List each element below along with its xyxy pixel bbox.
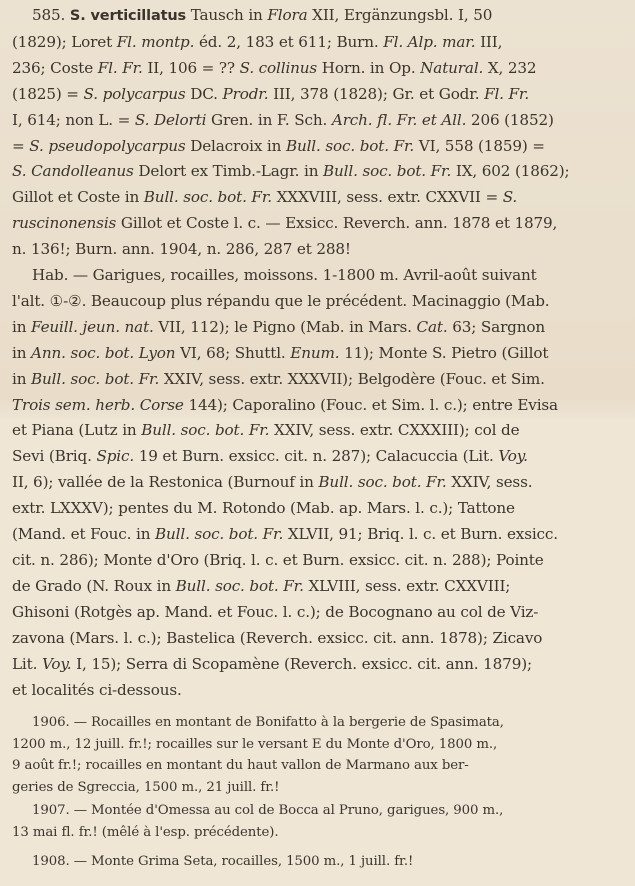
text-segment: Delort ex Timb.-Lagr. in	[133, 162, 324, 181]
entry-number: 585.	[32, 6, 66, 24]
italic-reference: Bull. soc. bot. Fr.	[141, 421, 270, 440]
italic-reference: S. pseudopolycarpus	[29, 136, 186, 155]
text-segment: Sevi (Briq.	[12, 447, 97, 466]
text-segment: et localités ci-dessous.	[12, 680, 182, 699]
text-line	[12, 734, 624, 756]
text-line	[12, 755, 624, 777]
text-segment: et Piana (Lutz in	[12, 421, 142, 440]
italic-reference: Fl. montp.	[116, 32, 195, 51]
text-segment: (Mand. et Fouc. in	[12, 525, 156, 544]
text-segment: I, 614; non L. =	[12, 110, 135, 129]
text-segment: zavona (Mars. l. c.); Bastelica (Reverch. exsicc. cit. ann. 1878); Zicavo	[12, 628, 543, 647]
italic-reference: Fl. Fr.	[97, 58, 143, 77]
text-segment: Tausch in	[186, 6, 268, 24]
text-line	[12, 341, 624, 367]
text-segment: II, 106 = ??	[142, 58, 240, 77]
text-segment: Gillot et Coste in	[12, 188, 144, 207]
text-line	[186, 6, 492, 24]
italic-reference: Bull. soc. bot. Fr.	[318, 473, 447, 492]
text-segment: 1906. — Rocailles en montant de Bonifatto à la bergerie de Spasimata,	[32, 715, 504, 730]
text-line	[12, 134, 624, 160]
text-segment: Delacroix in	[185, 136, 286, 155]
text-segment: l'alt. ①-②. Beaucoup plus répandu que le précédent. Macinaggio (Mab.	[12, 291, 550, 310]
text-segment: I, 15); Serra di Scopamène (Reverch. exsicc. cit. ann. 1879);	[71, 654, 532, 673]
italic-reference: Voy.	[498, 447, 528, 466]
text-line	[12, 159, 624, 185]
text-segment: Lit.	[12, 654, 42, 673]
italic-reference: Feuill. jeun. nat.	[31, 317, 154, 336]
text-line	[12, 263, 624, 289]
species-entry	[12, 3, 624, 263]
text-segment: XXIV, sess.	[446, 473, 533, 492]
text-line	[12, 470, 624, 496]
entry-heading-line	[12, 3, 624, 30]
text-segment: 19 et Burn. exsicc. cit. n. 287); Calacuccia (Lit.	[134, 447, 499, 466]
italic-reference: Fl. Alp. mar.	[383, 32, 476, 51]
text-segment: 9 août fr.!; rocailles en montant du haut vallon de Marmano aux ber-	[12, 758, 469, 773]
text-segment: VII, 112); le Pigno (Mab. in Mars.	[153, 317, 417, 336]
italic-reference: Ann. soc. bot. Lyon	[31, 343, 176, 362]
text-segment: extr. LXXXV); pentes du M. Rotondo (Mab. ap. Mars. l. c.); Tattone	[12, 499, 515, 518]
text-line	[12, 289, 624, 315]
text-segment: DC.	[185, 84, 223, 103]
text-segment: éd. 2, 183 et 611; Burn.	[194, 32, 384, 51]
italic-reference: Prodr.	[222, 84, 269, 103]
text-segment: 1200 m., 12 juill. fr.!; rocailles sur le versant E du Monte d'Oro, 1800 m.,	[12, 736, 498, 752]
text-segment: IX, 602 (1862);	[451, 162, 570, 181]
text-line	[12, 626, 624, 652]
italic-reference: Natural.	[420, 58, 484, 77]
text-segment: 13 mai fl. fr.! (mêlé à l'esp. précédente).	[12, 824, 279, 840]
text-line	[12, 822, 624, 844]
entry-continuation	[12, 30, 624, 263]
italic-reference: Spic.	[96, 447, 135, 466]
italic-reference: Enum.	[290, 343, 340, 362]
italic-reference: Bull. soc. bot. Fr.	[285, 136, 415, 155]
text-segment: III,	[475, 32, 503, 51]
text-segment: in	[12, 343, 32, 362]
text-line	[12, 315, 624, 341]
text-segment: 1907. — Montée d'Omessa au col de Bocca al Pruno, garigues, 900 m.,	[32, 803, 504, 818]
text-line	[12, 851, 624, 873]
species-name: S. verticillatus	[69, 8, 187, 24]
italic-reference: Arch. fl. Fr. et All.	[331, 110, 467, 129]
italic-reference: S. Candolleanus	[12, 162, 134, 181]
text-line	[12, 574, 624, 600]
text-segment: n. 136!; Burn. ann. 1904, n. 286, 287 et 288!	[12, 240, 351, 259]
text-segment: de Grado (N. Roux in	[12, 576, 176, 595]
italic-reference: S.	[502, 188, 518, 207]
text-segment: VI, 68; Shuttl.	[175, 343, 291, 362]
italic-reference: Flora	[267, 6, 308, 24]
italic-reference: S. polycarpus	[83, 84, 186, 103]
text-segment: XLVIII, sess. extr. CXXVIII;	[303, 576, 511, 595]
text-line	[12, 652, 624, 678]
text-segment: XXXVIII, sess. extr. CXXVII =	[271, 188, 503, 207]
text-segment: XXIV, sess. extr. CXXXIII); col de	[269, 421, 520, 440]
text-segment: Gren. in F. Sch.	[206, 110, 332, 129]
text-line	[12, 548, 624, 574]
italic-reference: Bull. soc. bot. Fr.	[323, 162, 452, 181]
text-segment: 1908. — Monte Grima Seta, rocailles, 1500 m., 1 juill. fr.!	[32, 854, 414, 869]
italic-reference: Voy.	[41, 654, 72, 673]
text-line	[12, 800, 624, 822]
text-segment: cit. n. 286); Monte d'Oro (Briq. l. c. et Burn. exsicc. cit. n. 288); Pointe	[12, 550, 544, 569]
text-line	[12, 211, 624, 237]
text-segment: III, 378 (1828); Gr. et Godr.	[268, 84, 485, 103]
text-segment: 236; Coste	[12, 58, 98, 77]
italic-reference: Trois sem. herb. Corse	[12, 395, 184, 414]
text-segment: 11); Monte S. Pietro (Gillot	[339, 343, 549, 362]
italic-reference: ruscinonensis	[12, 214, 117, 233]
record-1908	[12, 851, 624, 873]
text-segment: in	[12, 317, 32, 336]
italic-reference: S. Delorti	[134, 110, 207, 129]
record-1907	[12, 800, 624, 843]
italic-reference: Bull. soc. bot. Fr.	[175, 576, 304, 595]
text-segment: 144); Caporalino (Fouc. et Sim. l. c.); entre Evisa	[183, 395, 558, 414]
italic-reference: Fl. Fr.	[484, 84, 530, 103]
text-line	[12, 678, 624, 704]
text-segment: =	[12, 136, 30, 155]
text-line	[12, 522, 624, 548]
text-line	[12, 393, 624, 419]
record-1906	[12, 712, 624, 798]
text-segment: II, 6); vallée de la Restonica (Burnouf in	[12, 473, 319, 492]
italic-reference: Cat.	[416, 317, 448, 336]
text-segment: (1829); Loret	[12, 32, 117, 51]
text-segment: XXIV, sess. extr. XXXVII); Belgodère (Fouc. et Sim.	[159, 369, 545, 388]
text-line	[12, 237, 624, 263]
text-line	[12, 496, 624, 522]
italic-reference: Bull. soc. bot. Fr.	[155, 525, 284, 544]
text-line	[12, 600, 624, 626]
text-line	[12, 82, 624, 108]
text-segment: Hab. — Garigues, rocailles, moissons. 1-1800 m. Avril-août suivant	[32, 266, 537, 284]
text-segment: (1825) =	[12, 84, 84, 103]
italic-reference: Bull. soc. bot. Fr.	[143, 188, 272, 207]
text-line	[12, 418, 624, 444]
text-line	[12, 108, 624, 134]
text-line	[12, 367, 624, 393]
text-segment: X, 232	[483, 58, 537, 77]
text-line	[12, 444, 624, 470]
text-line	[12, 56, 624, 82]
text-line	[12, 30, 624, 56]
italic-reference: S. collinus	[239, 58, 318, 77]
text-line	[12, 185, 624, 211]
text-segment: Horn. in Op.	[317, 58, 421, 77]
italic-reference: Bull. soc. bot. Fr.	[31, 369, 160, 388]
habitat-paragraph	[12, 263, 624, 703]
text-line	[12, 712, 624, 734]
text-segment: geries de Sgreccia, 1500 m., 21 juill. fr.!	[12, 779, 280, 795]
text-segment: Gillot et Coste l. c. — Exsicc. Reverch. ann. 1878 et 1879,	[116, 214, 558, 233]
text-segment: in	[12, 369, 32, 388]
text-segment: 63; Sargnon	[447, 317, 546, 336]
text-segment: XLVII, 91; Briq. l. c. et Burn. exsicc.	[283, 525, 558, 544]
text-segment: XII, Ergänzungsbl. I, 50	[307, 6, 493, 24]
text-segment: Ghisoni (Rotgès ap. Mand. et Fouc. l. c.); de Bocognano au col de Viz-	[12, 602, 539, 621]
text-line	[12, 777, 624, 799]
text-segment: VI, 558 (1859) =	[414, 136, 545, 155]
text-segment: 206 (1852)	[466, 110, 554, 129]
